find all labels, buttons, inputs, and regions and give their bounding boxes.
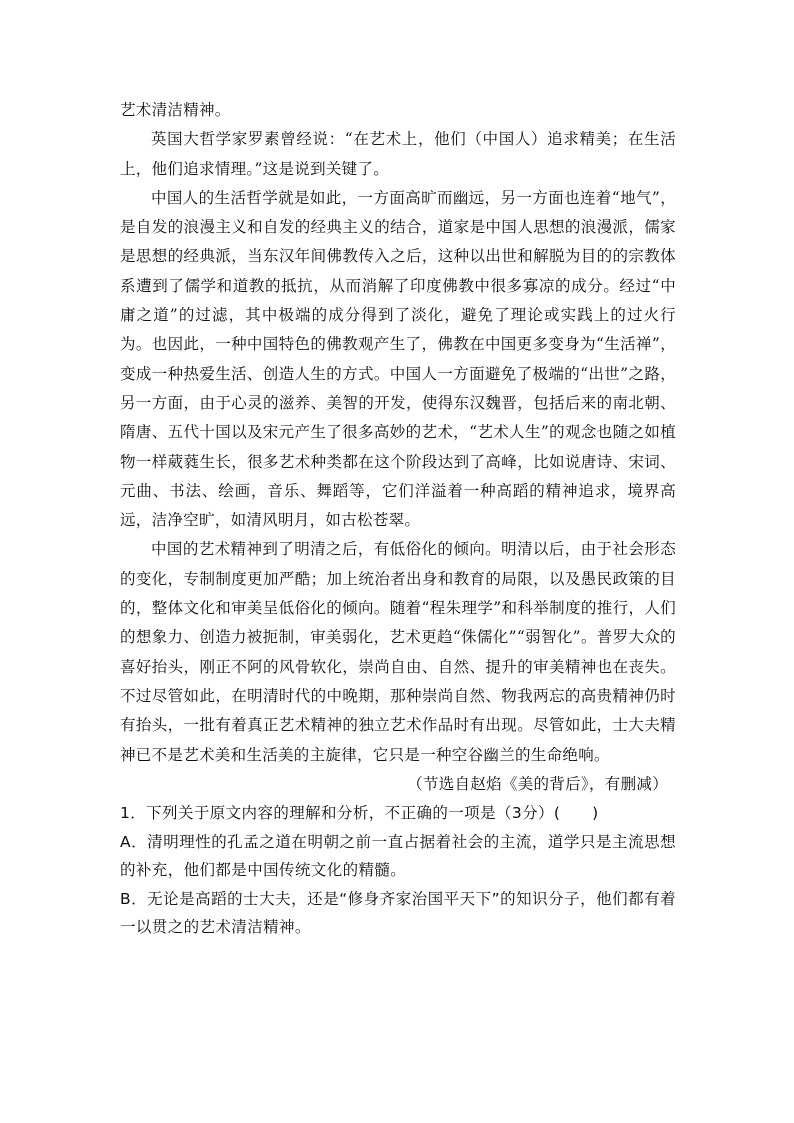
question-1-option-a: A．清明理性的孔孟之道在明朝之前一直占据着社会的主流，道学只是主流思想的补充，他们都是中国传统文化的精髓。	[120, 832, 676, 880]
passage-paragraph-2: 中国人的生活哲学就是如此，一方面高旷而幽远，另一方面也连着“地气”，是自发的浪漫主义和自发的经典主义的结合，道家是中国人思想的浪漫派，儒家是思想的经典派，当东汉年间佛教传入之后，这种以出世和解脱为目的的宗教体系遭到了儒学和道教的抵抗，从而消解了印度佛教中很多寡凉的成分。经过“中庸之道”的过滤，其中极端的成分得到了淡化，避免了理论或实践上的过火行为。也因此，一种中国特色的佛教观产生了，佛教在中国更多变身为“生活禅”，变成一种热爱生活、创造人生的方式。中国人一方面避免了极端的“出世”之路，另一方面，由于心灵的滋养、美智的开发，使得东汉魏晋，包括后来的南北朝、隋唐、五代十国以及宋元产生了很多高妙的艺术，“艺术人生”的观念也随之如植物一样葳蕤生长，很多艺术种类都在这个阶段达到了高峰，比如说唐诗、宋词、元曲、书法、绘画，音乐、舞蹈等，它们洋溢着一种高蹈的精神追求，境界高远，洁净空旷，如清风明月，如古松苍翠。	[120, 188, 676, 530]
document-page	[120, 96, 676, 942]
passage-paragraph-3: 中国的艺术精神到了明清之后，有低俗化的倾向。明清以后，由于社会形态的变化，专制制度更加严酷；加上统治者出身和教育的局限，以及愚民政策的目的，整体文化和审美呈低俗化的倾向。随着“程朱理学”和科举制度的推行，人们的想象力、创造力被扼制，审美弱化，艺术更趋“侏儒化”“弱智化”。普罗大众的喜好抬头，刚正不阿的风骨软化，崇尚自由、自然、提升的审美精神也在丧失。不过尽管如此，在明清时代的中晚期，那种崇尚自然、物我两忘的高贵精神仍时有抬头，一批有着真正艺术精神的独立艺术作品时有出现。尽管如此，士大夫精神已不是艺术美和生活美的主旋律，它只是一种空谷幽兰的生命绝响。	[120, 540, 676, 764]
question-1-stem: 1．下列关于原文内容的理解和分析，不正确的一项是（3分）( )	[120, 804, 599, 823]
reading-passage	[120, 96, 676, 799]
passage-paragraph-1: 英国大哲学家罗素曾经说：“在艺术上，他们（中国人）追求精美；在生活上，他们追求情理。”这是说到关键了。	[120, 130, 676, 178]
passage-source-citation: （节选自赵焰《美的背后》，有删减）	[407, 774, 668, 793]
passage-paragraph-0: 艺术清洁精神。	[120, 101, 231, 119]
question-1-option-b: B．无论是高蹈的士大夫，还是“修身齐家治国平天下”的知识分子，他们都有着一以贯之的艺术清洁精神。	[120, 889, 676, 937]
question-section	[120, 799, 676, 942]
